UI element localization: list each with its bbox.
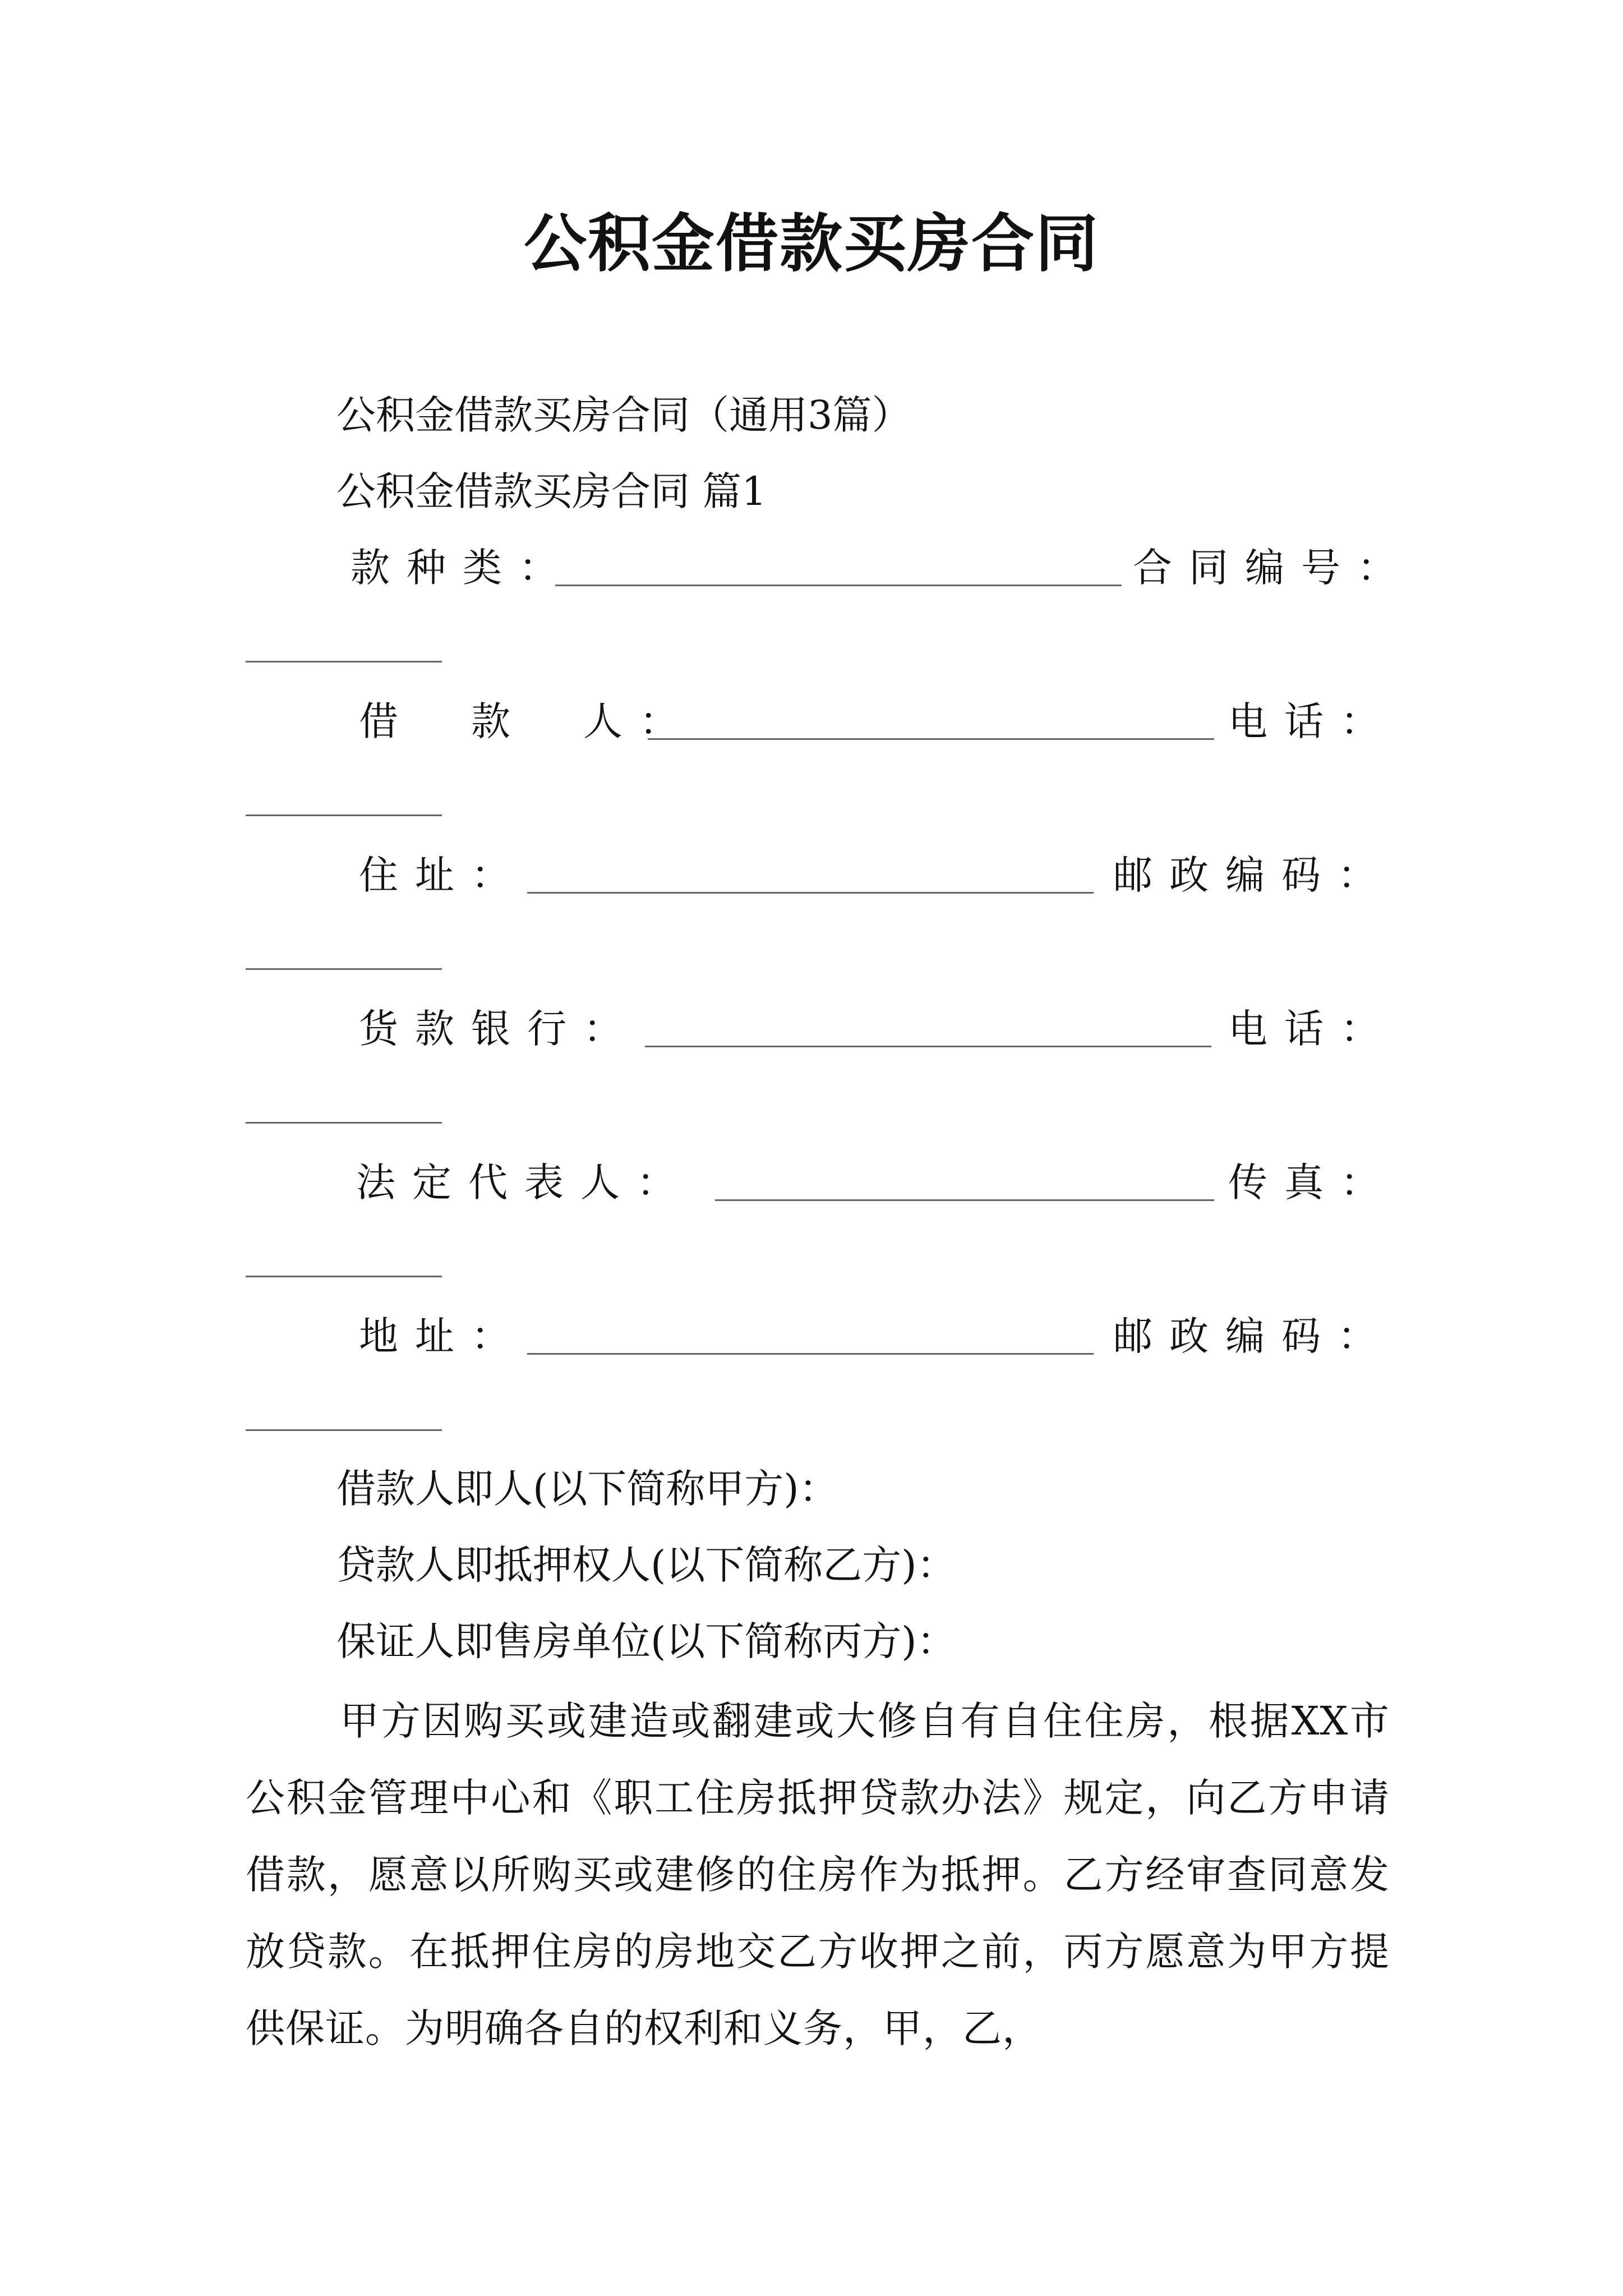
party-lender: 贷款人即抵押权人(以下简称乙方)：: [336, 1542, 956, 1588]
field-blank-lending-bank: [645, 1045, 1211, 1047]
field-blank-bank-postcode: [246, 1429, 442, 1431]
field-blank-fax: [246, 1276, 442, 1277]
field-label-contract-number: 合同编号：: [1133, 545, 1413, 591]
field-label-postcode: 邮政编码：: [1113, 852, 1394, 898]
field-blank-legal-representative: [715, 1198, 1214, 1201]
party-guarantor: 保证人即售房单位(以下简称丙方)：: [336, 1618, 956, 1664]
field-blank-contract-number: [246, 661, 442, 662]
field-blank-loan-type: [555, 583, 1122, 586]
field-label-borrower-phone: 电话：: [1228, 698, 1396, 744]
field-blank-bank-address: [527, 1352, 1094, 1355]
body-paragraph: 甲方因购买或建造或翻建或大修自有自住住房，根据XX市公积金管理中心和《职工住房抵押贷款办法》规定，向乙方申请借款，愿意以所购买或建修的住房作为抵押。乙方经审查同意发放贷款。在抵押住房的房地交乙方收押之前，丙方愿意为甲方提供保证。为明确各自的权利和义务，甲，乙，: [246, 1698, 1390, 2051]
field-blank-postcode: [246, 968, 442, 970]
field-blank-bank-phone: [246, 1122, 442, 1124]
document-subtitle: 公积金借款买房合同（通用3篇）: [336, 392, 911, 438]
field-label-legal-representative: 法定代表人：: [356, 1159, 693, 1205]
field-label-bank-postcode: 邮政编码：: [1113, 1313, 1394, 1359]
section-heading: 公积金借款买房合同 篇1: [336, 468, 767, 514]
field-blank-borrower: [648, 737, 1214, 740]
field-label-loan-type: 款种类：: [351, 545, 575, 591]
field-blank-borrower-phone: [246, 815, 442, 816]
field-label-fax: 传真：: [1228, 1159, 1396, 1205]
field-label-bank-phone: 电话：: [1228, 1006, 1396, 1052]
field-label-address: 住址：: [359, 852, 527, 898]
field-blank-address: [527, 891, 1094, 894]
field-label-bank-address: 地址：: [359, 1313, 527, 1359]
field-label-borrower: 借 款 人：: [359, 698, 695, 744]
party-borrower: 借款人即人(以下简称甲方)：: [336, 1466, 838, 1512]
document-title: 公积金借款买房合同: [524, 208, 1099, 280]
field-label-lending-bank: 货款银行：: [359, 1006, 639, 1052]
